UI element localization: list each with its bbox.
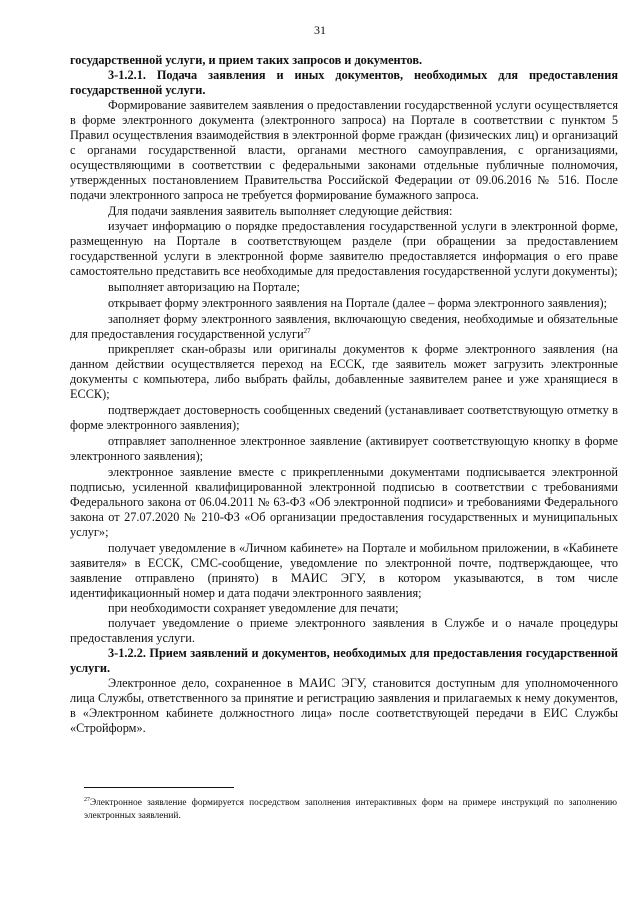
list-item-attaches-docs: прикрепляет скан-образы или оригиналы документов к форме электронного заявления (на данном действии осуществляется переход на ЕССК, где заявитель может загрузить электронные документы с компьютера, либо выбрать файлы, добавленные заявителем ранее и уже хранящиеся в ЕССК); xyxy=(70,342,618,401)
list-item-studies-info: изучает информацию о порядке предоставления государственной услуги в электронной форме, размещенную на Портале в соответствующем разделе (при обращении за предоставлением государственной услуги в электронной форме заявителю предоставляется информация о его праве самостоятельно представить все необходимые для предоставления государственной услуги документы); xyxy=(70,219,618,278)
list-item-receives-notice: получает уведомление о приеме электронного заявления в Службе и о начале процедуры предоставления услуги. xyxy=(70,616,618,645)
list-item-sends: отправляет заполненное электронное заявление (активирует соответствующую кнопку в форме электронного заявления); xyxy=(70,434,618,463)
page-number: 31 xyxy=(314,23,326,37)
list-item-notification: получает уведомление в «Личном кабинете» на Портале и мобильном приложении, в «Кабинете заявителя» в ЕССК, СМС-сообщение, уведомление по электронной почте, подтверждающее, что заявление отправлено (принято) в МАИС ЭГУ, в котором указываются, в том числе идентификационный номер и дата подачи электронного заявления; xyxy=(70,541,618,600)
paragraph-continuation: государственной услуги, и прием таких запросов и документов. xyxy=(70,53,423,67)
list-item-authorization: выполняет авторизацию на Портале; xyxy=(108,280,300,294)
section-heading-3-1-2-1: 3-1.2.1. Подача заявления и иных документов, необходимых для предоставления государственной услуги. xyxy=(70,68,618,97)
document-body xyxy=(70,53,618,736)
list-item-save-print: при необходимости сохраняет уведомление для печати; xyxy=(108,601,399,615)
paragraph-formation: Формирование заявителем заявления о предоставлении государственной услуги осуществляется в форме электронного документа (электронного запроса) на Портале в соответствии с пунктом 5 Правил осуществления взаимодействия в электронной форме граждан (физических лиц) и организаций с органами государственной власти, органами местного самоуправления, с организациями, осуществляющими в соответствии с федеральными законами отдельные публичные полномочия, утвержденных постановлением Правительства Российской Федерации от 09.06.2016 № 516. После подачи электронного запроса не требуется формирование бумажного запроса. xyxy=(70,98,618,202)
footnote xyxy=(84,797,617,822)
list-item-opens-form: открывает форму электронного заявления на Портале (далее – форма электронного заявления); xyxy=(108,296,608,310)
paragraph-electronic-case: Электронное дело, сохраненное в МАИС ЭГУ, становится доступным для уполномоченного лица Службы, ответственного за принятие и регистрацию заявления и прилагаемых к нему документов, в «Электронном кабинете должностного лица» после соответствующей передачи в ЕИС Службы «Стройформ». xyxy=(70,676,618,735)
section-heading-3-1-2-2: 3-1.2.2. Прием заявлений и документов, необходимых для предоставления государственной услуги. xyxy=(70,646,618,675)
list-item-signature: электронное заявление вместе с прикрепленными документами подписывается электронной подписью, усиленной квалифицированной электронной подписью в соответствии с требованиями Федерального закона от 06.04.2011 № 63-ФЗ «Об электронной подписи» и требованиями Федерального закона от 27.07.2020 № 210-ФЗ «Об организации предоставления государственных и муниципальных услуг»; xyxy=(70,465,618,539)
footnote-text: Электронное заявление формируется посредством заполнения интерактивных форм на примере инструкций по заполнению электронных заявлений. xyxy=(84,798,617,821)
list-item-confirms: подтверждает достоверность сообщенных сведений (устанавливает соответствующую отметку в форме электронного заявления); xyxy=(70,403,618,432)
footnote-separator xyxy=(84,787,234,788)
footnote-mark: 27 xyxy=(84,796,90,803)
list-item-fills-form: заполняет форму электронного заявления, включающую сведения, необходимые и обязательные для предоставления государственной услуги$^{27}$ xyxy=(70,312,618,341)
footnote-ref: 27 xyxy=(303,326,311,335)
paragraph-actions-intro: Для подачи заявления заявитель выполняет следующие действия: xyxy=(108,204,453,218)
